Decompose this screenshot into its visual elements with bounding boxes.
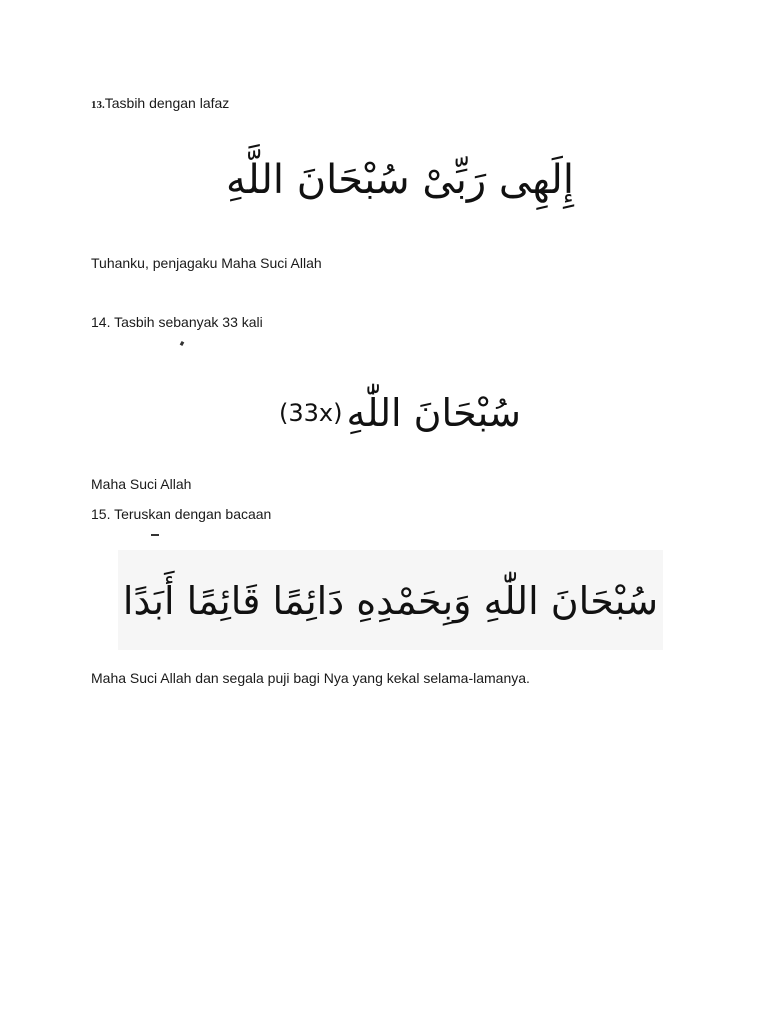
stray-mark [180,341,185,346]
stray-mark-2 [151,534,159,536]
section-14-translation: Maha Suci Allah [91,476,192,492]
section-15-translation: Maha Suci Allah dan segala puji bagi Nya yang kekal selama-lamanya. [91,670,530,686]
section-15-heading: 15. Teruskan dengan bacaan [91,506,272,522]
section-14-heading: 14. Tasbih sebanyak 33 kali [91,314,263,330]
section-13-heading-text: Tasbih dengan lafaz [104,95,230,111]
section-14-arabic-line [250,385,550,441]
section-13-number: 13. [91,99,105,111]
section-13-heading [91,94,229,114]
section-13-translation: Tuhanku, penjagaku Maha Suci Allah [91,255,322,271]
section-13-arabic: إِلَهِى رَبِّىْ سُبْحَانَ اللَّهِ [226,157,574,203]
section-14-arabic: سُبْحَانَ اللّٰهِ [346,391,521,435]
section-14-count: (33x) [279,399,343,427]
section-15-arabic: سُبْحَانَ اللّٰهِ وَبِحَمْدِهِ دَائِمًا قَائِمًا أَبَدًا [122,579,659,623]
